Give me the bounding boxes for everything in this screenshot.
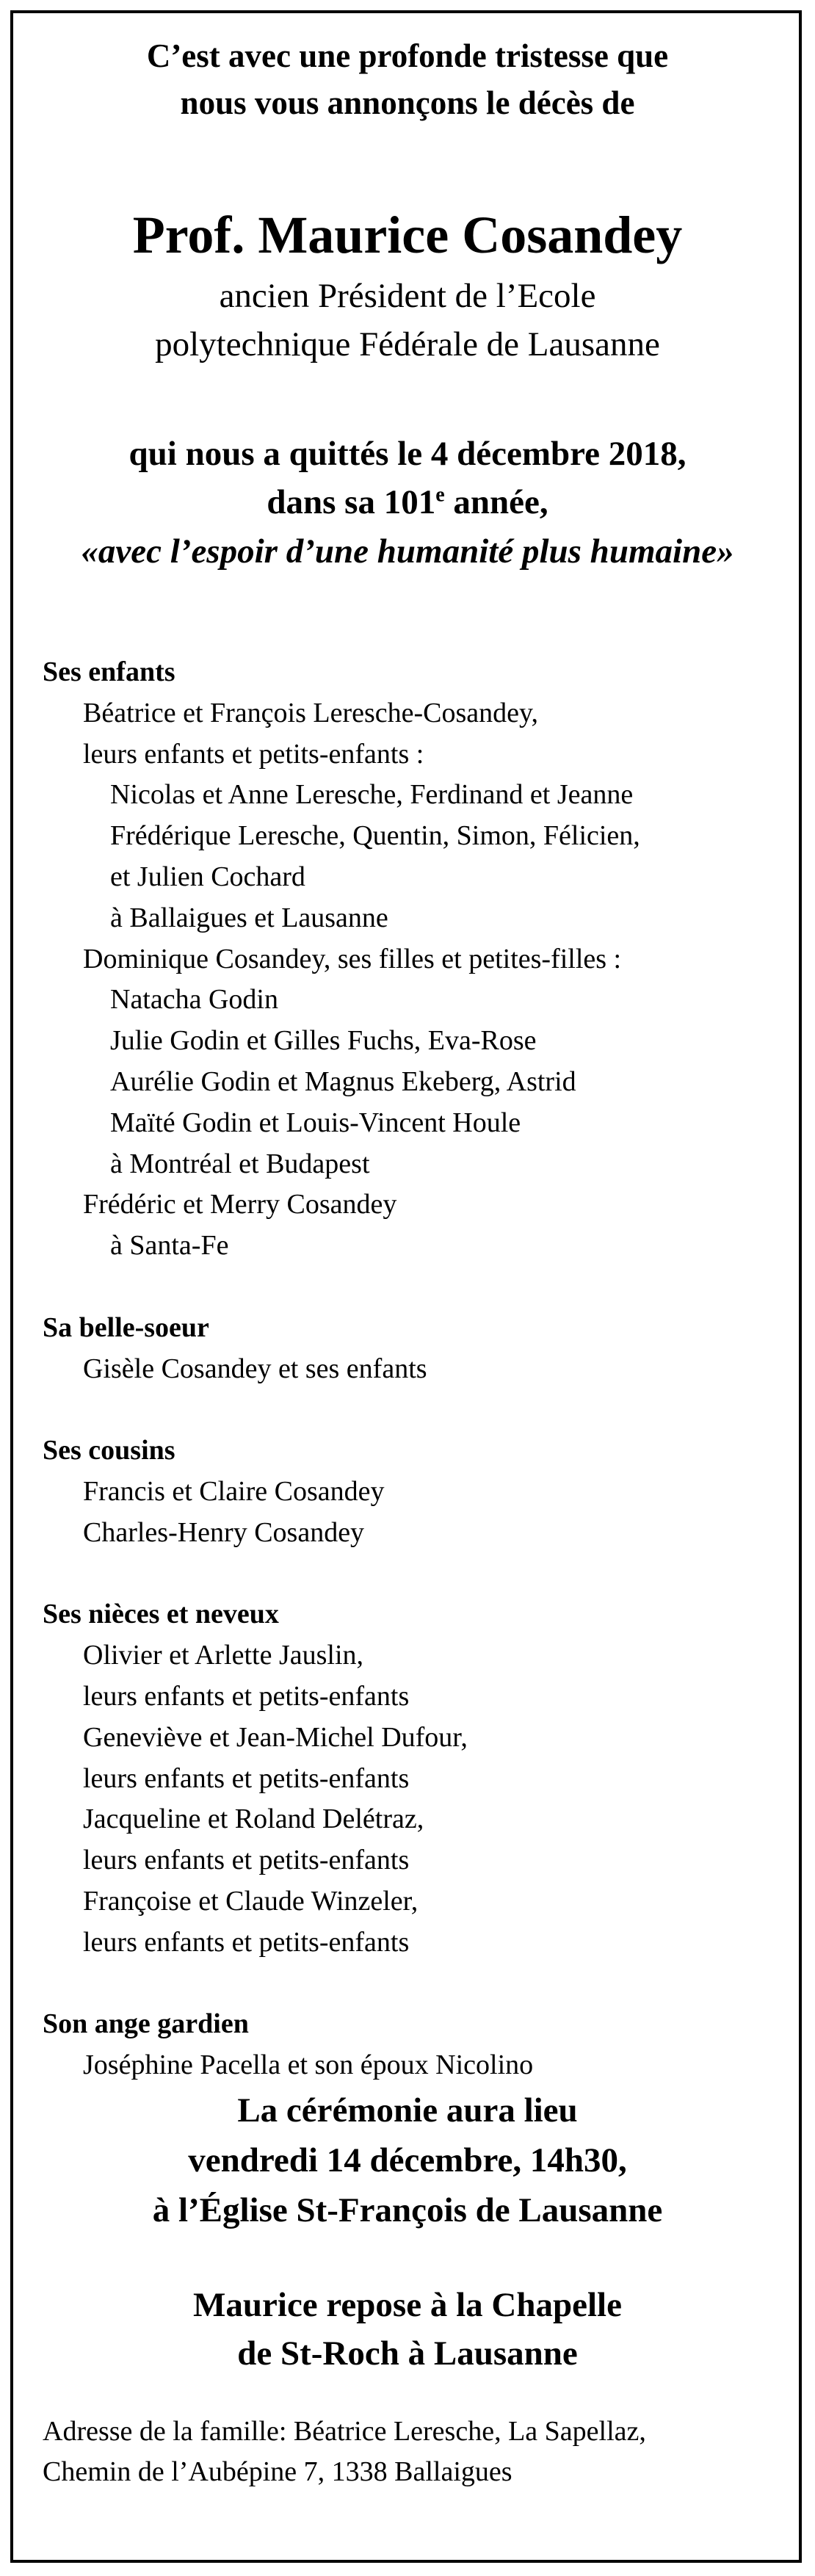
family-member-line: Joséphine Pacella et son époux Nicolino: [83, 2049, 534, 2081]
family-member-line: Olivier et Arlette Jauslin,: [83, 1640, 364, 1671]
intro-line: C’est avec une profonde tristesse que: [146, 37, 669, 74]
family-member-line: Frédérique Leresche, Quentin, Simon, Félicien,: [110, 820, 640, 852]
family-member-line: leurs enfants et petits-enfants: [83, 1680, 410, 1712]
family-member-line: leurs enfants et petits-enfants: [83, 1845, 410, 1876]
death-announcement: [0, 430, 815, 527]
ceremony-line: vendredi 14 décembre, 14h30,: [188, 2141, 627, 2179]
age-suffix: année,: [444, 483, 548, 521]
ceremony-line: La cérémonie aura lieu: [237, 2091, 578, 2130]
family-member-line: Gisèle Cosandey et ses enfants: [83, 1353, 427, 1384]
age-line: [0, 478, 815, 527]
family-group-children: [43, 652, 784, 1267]
age-prefix: dans sa 101: [267, 483, 436, 521]
family-member-line: Jacqueline et Roland Delétraz,: [83, 1803, 424, 1835]
repose-info: [0, 2281, 815, 2378]
family-group-heading: Ses enfants: [43, 656, 175, 687]
intro-line: nous vous annonçons le décès de: [180, 84, 635, 121]
family-member-line: Maïté Godin et Louis-Vincent Houle: [110, 1107, 521, 1138]
family-group-nieces-nephews: [43, 1594, 784, 1963]
deceased-role: [0, 272, 815, 369]
family-member-line: Francis et Claire Cosandey: [83, 1475, 385, 1507]
family-member-line: Dominique Cosandey, ses filles et petites-filles :: [83, 943, 622, 974]
family-member-line: à Santa-Fe: [110, 1230, 229, 1262]
repose-line: Maurice repose à la Chapelle: [193, 2286, 622, 2324]
family-member-line: leurs enfants et petits-enfants :: [83, 738, 424, 770]
family-group-heading: Son ange gardien: [43, 2008, 249, 2040]
repose-line: de St-Roch à Lausanne: [237, 2334, 578, 2373]
family-address: [43, 2412, 777, 2492]
family-list: [43, 652, 784, 2086]
family-member-line: Natacha Godin: [110, 984, 278, 1016]
family-group-heading: Ses nièces et neveux: [43, 1599, 279, 1630]
family-member-line: leurs enfants et petits-enfants: [83, 1762, 410, 1794]
family-group-heading: Sa belle-soeur: [43, 1311, 209, 1343]
memorial-quote: «avec l’espoir d’une humanité plus humaine»: [81, 532, 734, 571]
ceremony-line: à l’Église St-François de Lausanne: [152, 2191, 663, 2229]
family-member-line: Charles-Henry Cosandey: [83, 1516, 365, 1548]
address-line: Adresse de la famille: Béatrice Leresche, La Sapellaz,: [43, 2416, 646, 2447]
family-member-line: à Ballaigues et Lausanne: [110, 902, 388, 933]
family-group-cousins: [43, 1430, 784, 1553]
role-line: polytechnique Fédérale de Lausanne: [155, 325, 660, 363]
deceased-name: Prof. Maurice Cosandey: [132, 206, 683, 264]
family-member-line: et Julien Cochard: [110, 861, 305, 892]
ceremony-info: [0, 2085, 815, 2235]
intro-text: [0, 32, 815, 126]
death-date-line: qui nous a quittés le 4 décembre 2018,: [128, 435, 687, 473]
family-group-heading: Ses cousins: [43, 1435, 175, 1466]
family-member-line: leurs enfants et petits-enfants: [83, 1926, 410, 1958]
family-member-line: Aurélie Godin et Magnus Ekeberg, Astrid: [110, 1066, 576, 1097]
family-member-line: Frédéric et Merry Cosandey: [83, 1189, 397, 1220]
family-member-line: Béatrice et François Leresche-Cosandey,: [83, 697, 539, 728]
family-member-line: Geneviève et Jean-Michel Dufour,: [83, 1721, 468, 1753]
family-group-sister-in-law: [43, 1308, 784, 1390]
ordinal-suffix: e: [435, 483, 445, 507]
family-member-line: Julie Godin et Gilles Fuchs, Eva-Rose: [110, 1025, 537, 1057]
role-line: ancien Président de l’Ecole: [219, 277, 596, 315]
address-line: Chemin de l’Aubépine 7, 1338 Ballaigues: [43, 2456, 512, 2487]
family-member-line: Françoise et Claude Winzeler,: [83, 1885, 419, 1917]
family-member-line: Nicolas et Anne Leresche, Ferdinand et Jeanne: [110, 779, 634, 811]
family-member-line: à Montréal et Budapest: [110, 1148, 370, 1179]
family-group-guardian-angel: [43, 2004, 784, 2086]
